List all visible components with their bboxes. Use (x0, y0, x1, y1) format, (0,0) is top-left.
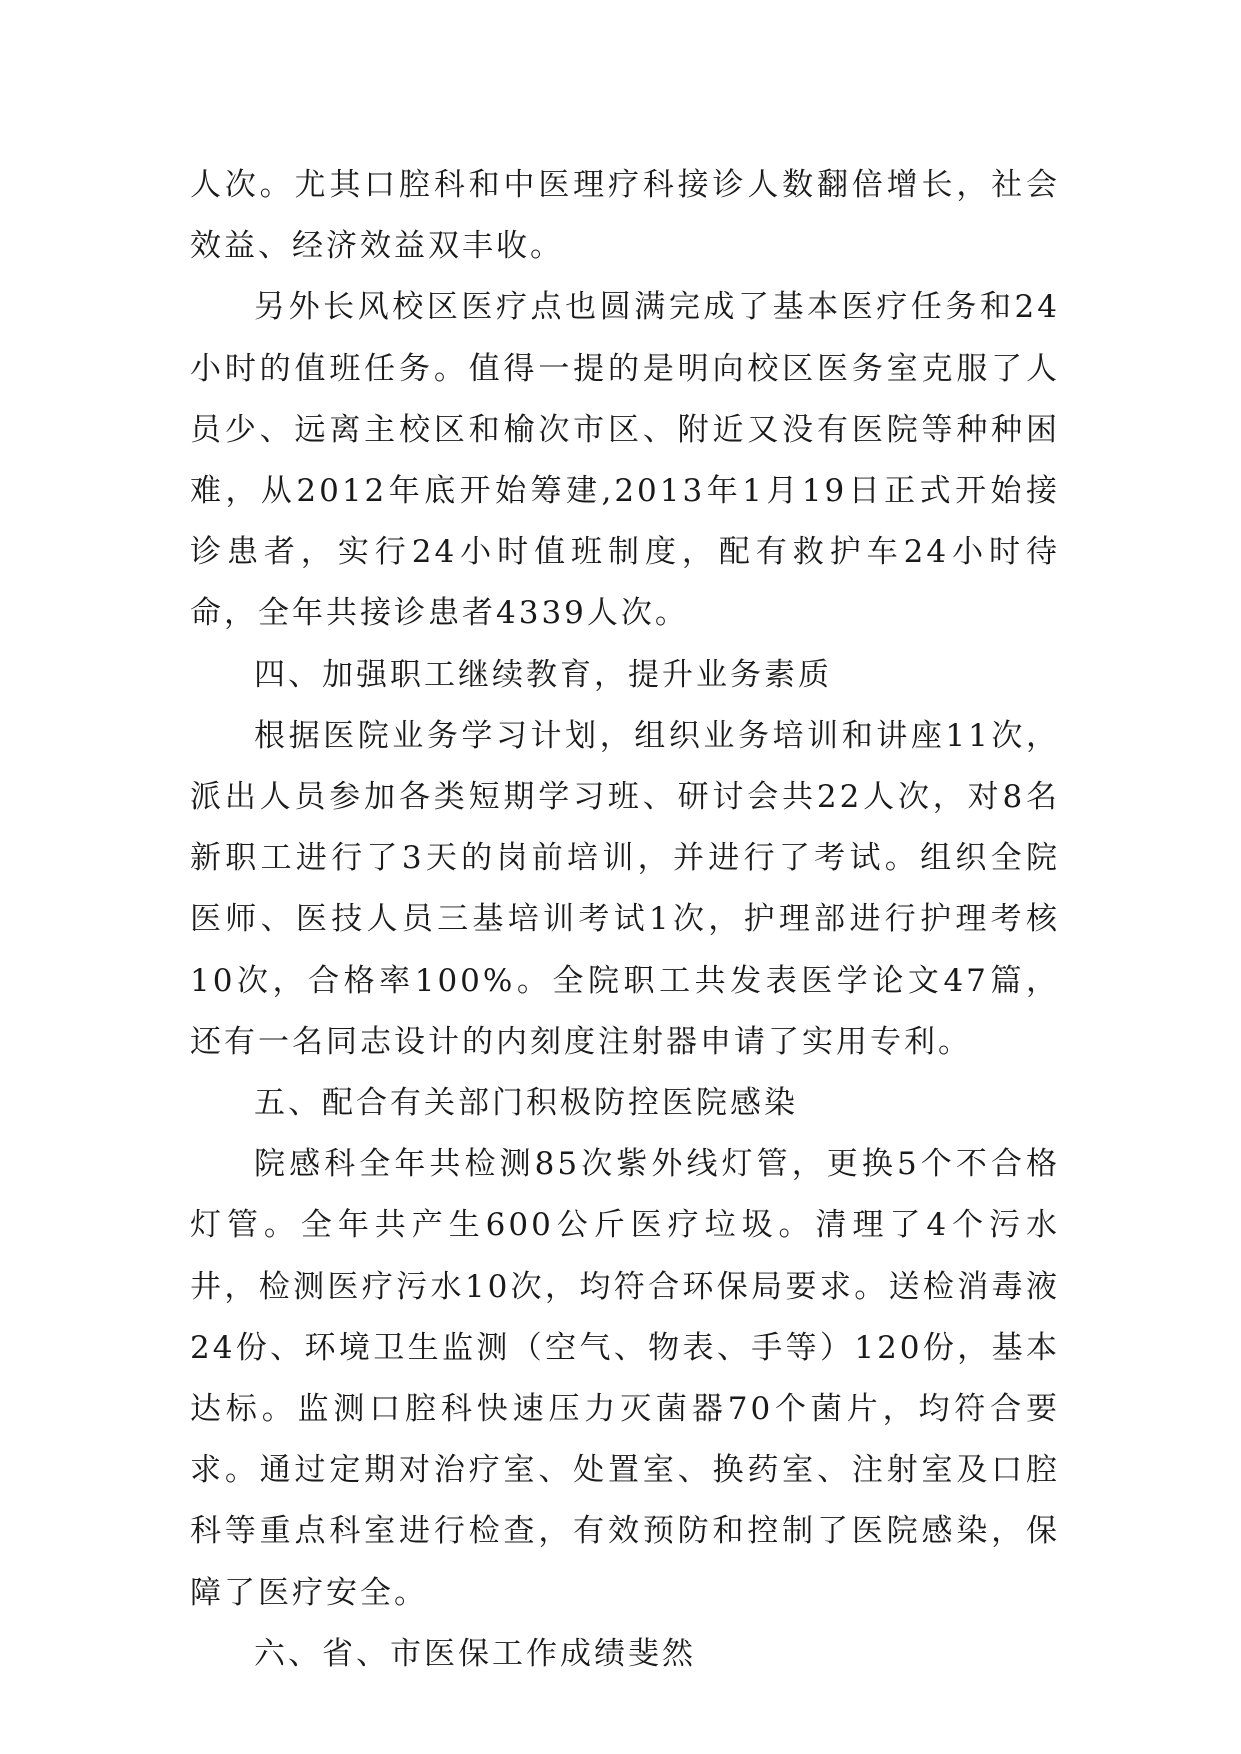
paragraph-training: 根据医院业务学习计划，组织业务培训和讲座11次，派出人员参加各类短期学习班、研讨会共22人次，对8名新职工进行了3天的岗前培训，并进行了考试。组织全院医师、医技人员三基培训考试1次，护理部进行护理考核10次，合格率100%。全院职工共发表医学论文47篇，还有一名同志设计的内刻度注射器申请了实用专利。 (190, 717, 1060, 1060)
document-body (190, 155, 1060, 1685)
paragraph-continuation: 人次。尤其口腔科和中医理疗科接诊人数翻倍增长，社会效益、经济效益双丰收。 (190, 167, 1060, 265)
section-heading-5: 五、配合有关部门积极防控医院感染 (254, 1085, 798, 1122)
section-heading-4: 四、加强职工继续教育，提升业务素质 (254, 656, 832, 693)
paragraph-changfeng-campus: 另外长风校区医疗点也圆满完成了基本医疗任务和24小时的值班任务。值得一提的是明向校区医务室克服了人员少、远离主校区和榆次市区、附近又没有医院等种种困难，从2012年底开始筹建,2013年1月19日正式开始接诊患者，实行24小时值班制度，配有救护车24小时待命，全年共接诊患者4339人次。 (190, 289, 1060, 632)
section-heading-6: 六、省、市医保工作成绩斐然 (254, 1635, 696, 1672)
paragraph-infection-control: 院感科全年共检测85次紫外线灯管，更换5个不合格灯管。全年共产生600公斤医疗垃圾。清理了4个污水井，检测医疗污水10次，均符合环保局要求。送检消毒液24份、环境卫生监测（空气、物表、手等）120份，基本达标。监测口腔科快速压力灭菌器70个菌片，均符合要求。通过定期对治疗室、处置室、换药室、注射室及口腔科等重点科室进行检查，有效预防和控制了医院感染，保障了医疗安全。 (190, 1146, 1060, 1611)
